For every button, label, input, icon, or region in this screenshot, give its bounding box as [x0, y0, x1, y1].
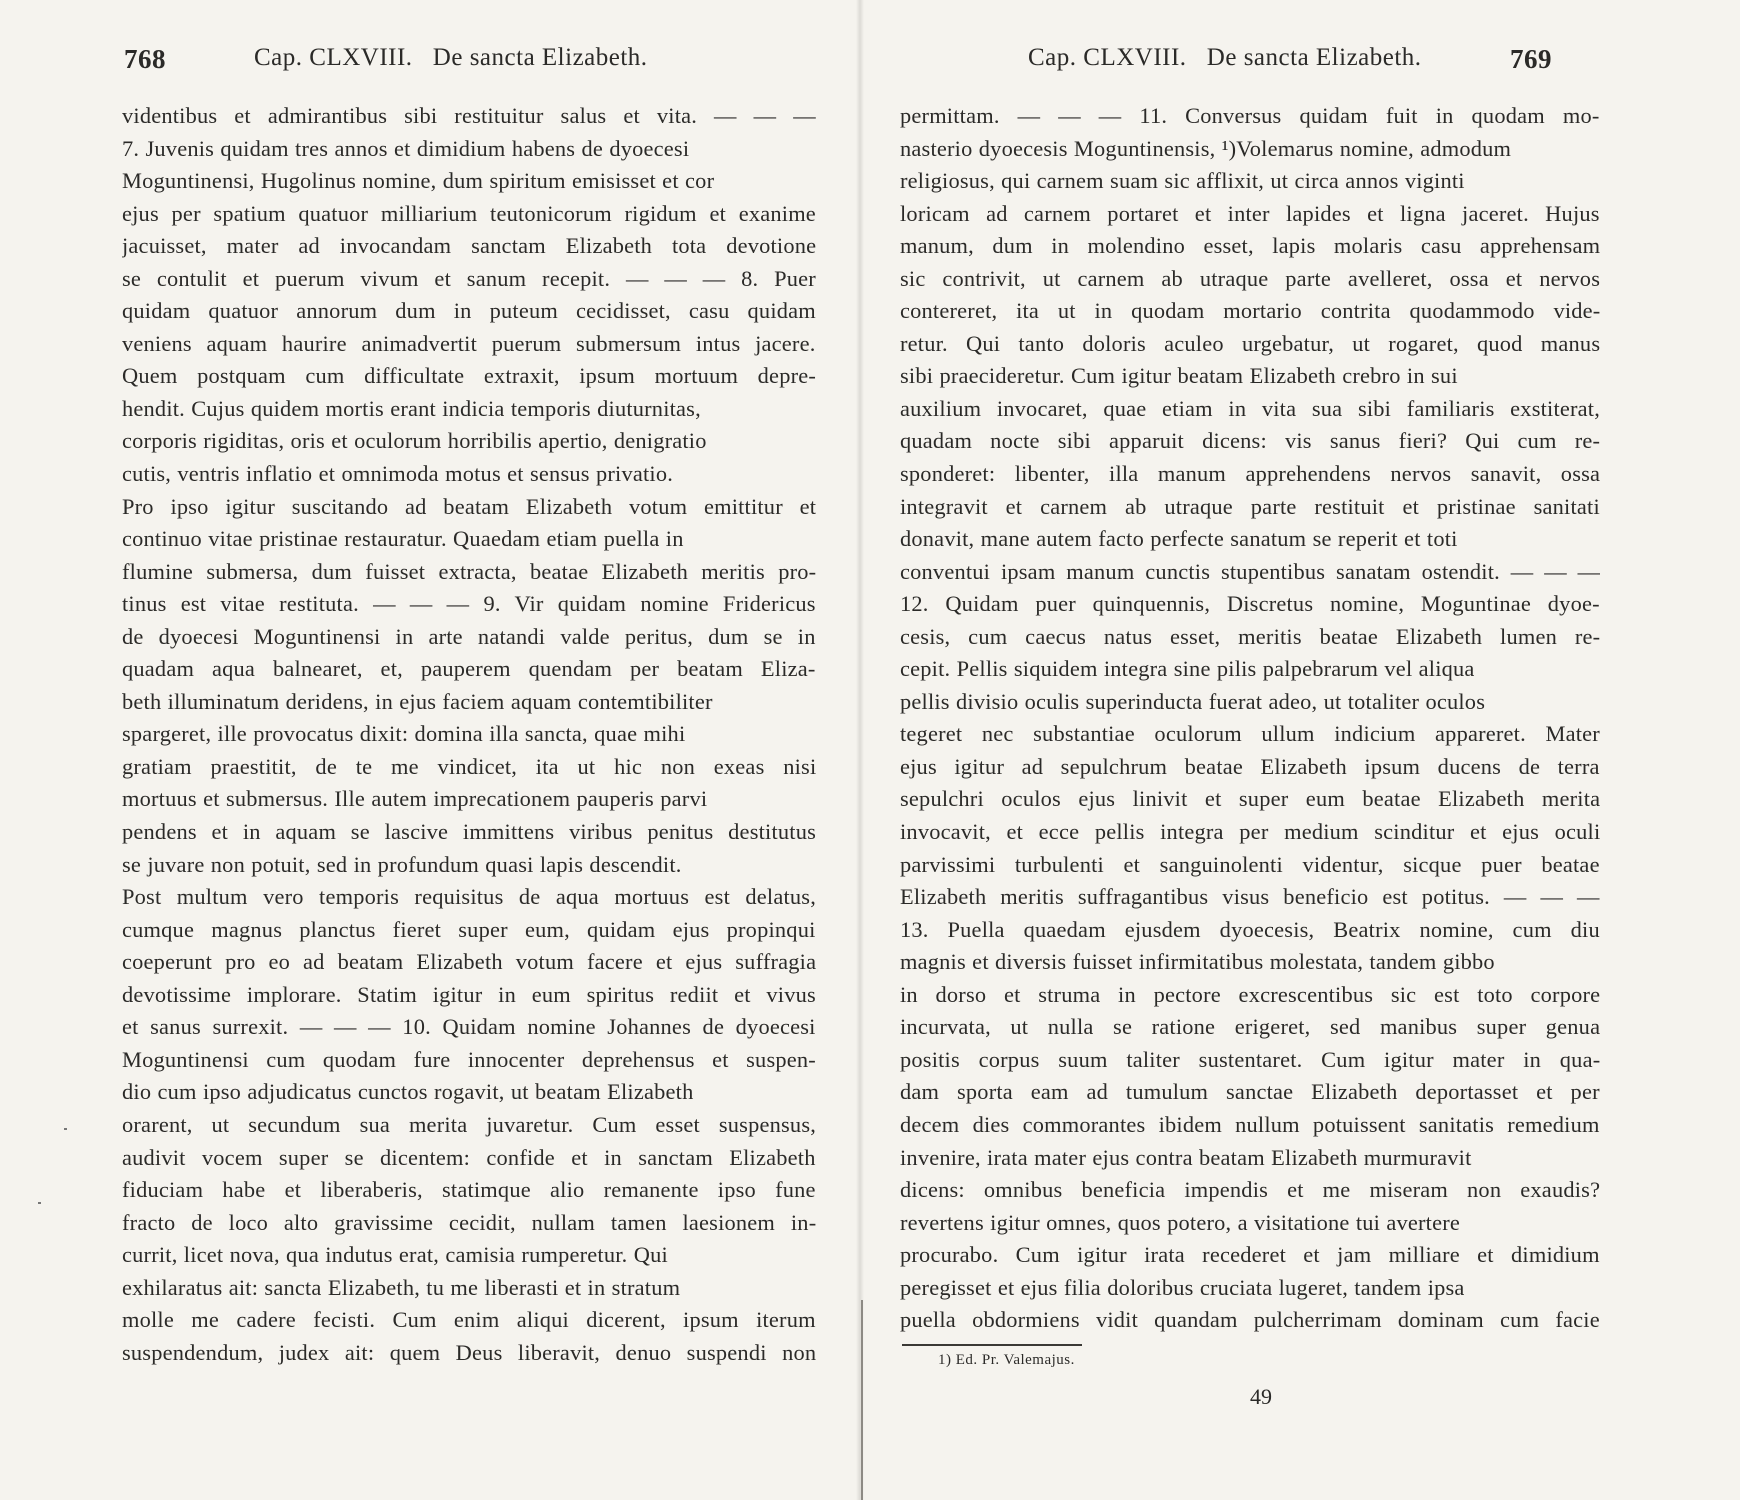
- left-page: [0, 0, 860, 1500]
- text-line: dam sporta eam ad tumulum sanctae Elizabeth deportasset et per: [900, 1079, 1600, 1105]
- text-line: cutis, ventris inflatio et omnimoda motus et sensus privatio.: [122, 461, 674, 487]
- text-line: tinus est vitae restituta. — — — 9. Vir quidam nomine Fridericus: [122, 591, 816, 617]
- print-speck: [64, 1128, 67, 1130]
- text-line: quidam quatuor annorum dum in puteum cecidisset, casu quidam: [122, 298, 816, 324]
- text-line: decem dies commorantes ibidem nullum potuissent sanitatis remedium: [900, 1111, 1600, 1137]
- left-running-head: [124, 44, 824, 84]
- right-running-head: [1028, 44, 1728, 84]
- text-line: revertens igitur omnes, quos potero, a visitatione tui avertere: [900, 1209, 1461, 1235]
- text-line: in dorso et struma in pectore excrescentibus sic est toto corpore: [900, 981, 1600, 1007]
- text-line: parvissimi turbulenti et sanguinolenti videntur, sicque puer beatae: [900, 851, 1600, 877]
- right-body-text: [900, 100, 1600, 1337]
- text-line: nasterio dyoecesis Moguntinensis, ¹)Volemarus nomine, admodum: [900, 135, 1512, 161]
- text-line: tegeret nec substantiae oculorum ullum indicium appareret. Mater: [900, 721, 1600, 747]
- text-line: loricam ad carnem portaret et inter lapides et ligna jaceret. Hujus: [900, 200, 1600, 226]
- right-page-number: 769: [1510, 44, 1552, 74]
- text-line: integravit et carnem ab utraque parte restituit et pristinae sanitati: [900, 493, 1600, 519]
- text-line: sibi praecideretur. Cum igitur beatam Elizabeth crebro in sui: [900, 363, 1458, 389]
- text-line: et sanus surrexit. — — — 10. Quidam nomine Johannes de dyoecesi: [122, 1014, 816, 1040]
- text-line: permittam. — — — 11. Conversus quidam fuit in quodam mo-: [900, 103, 1600, 128]
- right-page: [860, 0, 1740, 1500]
- text-line: sic contrivit, ut carnem ab utraque parte avelleret, ossa et nervos: [900, 265, 1600, 291]
- left-running-title: Cap. CLXVIII. De sancta Elizabeth.: [254, 44, 648, 71]
- text-line: sepulchri oculos ejus linivit et super eum beatae Elizabeth merita: [900, 786, 1600, 812]
- left-body-text: [122, 100, 816, 1369]
- text-line: incurvata, ut nulla se ratione erigeret, sed manibus super genua: [900, 1014, 1600, 1040]
- text-line: beth illuminatum deridens, in ejus faciem aquam contemtibiliter: [122, 688, 713, 714]
- text-line: procurabo. Cum igitur irata recederet et jam milliare et dimidium: [900, 1242, 1600, 1268]
- text-line: 12. Quidam puer quinquennis, Discretus nomine, Moguntinae dyoe-: [900, 591, 1600, 617]
- text-line: de dyoecesi Moguntinensi in arte natandi valde peritus, dum se in: [122, 623, 816, 649]
- text-line: retur. Qui tanto doloris aculeo urgebatur, ut rogaret, quod manus: [900, 330, 1600, 356]
- text-line: fracto de loco alto gravissime cecidit, nullam tamen laesionem in-: [122, 1209, 816, 1235]
- text-line: continuo vitae pristinae restauratur. Quaedam etiam puella in: [122, 526, 684, 552]
- text-line: manum, dum in molendino esset, lapis molaris casu apprehensam: [900, 233, 1600, 259]
- text-line: devotissime implorare. Statim igitur in eum spiritus rediit et vivus: [122, 981, 816, 1007]
- text-line: gratiam praestitit, de te me vindicet, ita ut hic non exeas nisi: [122, 753, 816, 779]
- text-line: suspendendum, judex ait: quem Deus liberavit, denuo suspendi non: [122, 1339, 816, 1365]
- text-line: conventui ipsam manum cunctis stupentibus sanatam ostendit. — — —: [900, 558, 1600, 584]
- text-line: jacuisset, mater ad invocandam sanctam Elizabeth tota devotione: [122, 233, 816, 259]
- text-line: peregisset et ejus filia doloribus cruciata lugeret, tandem ipsa: [900, 1274, 1465, 1300]
- text-line: coeperunt pro eo ad beatam Elizabeth votum facere et ejus suffragia: [122, 949, 816, 975]
- text-line: audivit vocem super se dicentem: confide et in sanctam Elizabeth: [122, 1144, 816, 1170]
- text-line: corporis rigiditas, oris et oculorum horribilis apertio, denigratio: [122, 428, 707, 454]
- text-line: se contulit et puerum vivum et sanum recepit. — — — 8. Puer: [122, 265, 816, 291]
- signature-mark: 49: [1250, 1384, 1272, 1409]
- text-line: pellis divisio oculis superinducta fuerat adeo, ut totaliter oculos: [900, 688, 1486, 714]
- text-line: auxilium invocaret, quae etiam in vita sua sibi familiaris exstiterat,: [900, 395, 1600, 421]
- print-speck: [38, 1202, 41, 1204]
- text-line: quadam nocte sibi apparuit dicens: vis sanus fieri? Qui cum re-: [900, 428, 1600, 454]
- text-line: dicens: omnibus beneficia impendis et me miseram non exaudis?: [900, 1177, 1600, 1203]
- text-line: flumine submersa, dum fuisset extracta, beatae Elizabeth meritis pro-: [122, 558, 816, 584]
- text-line: contereret, ita ut in quodam mortario contrita quodammodo vide-: [900, 298, 1600, 324]
- text-line: videntibus et admirantibus sibi restituitur salus et vita. — — —: [122, 103, 816, 128]
- text-line: quadam aqua balnearet, et, pauperem quendam per beatam Eliza-: [122, 656, 816, 682]
- text-line: exhilaratus ait: sancta Elizabeth, tu me liberasti et in stratum: [122, 1274, 681, 1300]
- text-line: 7. Juvenis quidam tres annos et dimidium habens de dyoecesi: [122, 135, 690, 161]
- text-line: currit, licet nova, qua indutus erat, camisia rumperetur. Qui: [122, 1242, 668, 1268]
- left-page-number: 768: [124, 44, 166, 74]
- text-line: veniens aquam haurire animadvertit puerum submersum intus jacere.: [122, 330, 816, 356]
- text-line: positis corpus suum taliter sustentaret. Cum igitur mater in qua-: [900, 1046, 1600, 1072]
- text-line: invenire, irata mater ejus contra beatam Elizabeth murmuravit: [900, 1144, 1472, 1170]
- text-line: mortuus et submersus. Ille autem imprecationem pauperis parvi: [122, 786, 708, 812]
- text-line: 13. Puella quaedam ejusdem dyoecesis, Beatrix nomine, cum diu: [900, 916, 1600, 942]
- text-line: ejus igitur ad sepulchrum beatae Elizabeth ipsum ducens de terra: [900, 753, 1600, 779]
- text-line: orarent, ut secundum sua merita juvaretur. Cum esset suspensus,: [122, 1111, 816, 1137]
- text-line: Moguntinensi, Hugolinus nomine, dum spiritum emisisset et cor: [122, 168, 715, 194]
- text-line: pendens et in aquam se lascive immittens viribus penitus destitutus: [122, 819, 816, 845]
- right-running-title: Cap. CLXVIII. De sancta Elizabeth.: [1028, 44, 1422, 71]
- text-line: donavit, mane autem facto perfecte sanatum se reperit et toti: [900, 526, 1458, 552]
- text-line: Quem postquam cum difficultate extraxit, ipsum mortuum depre-: [122, 363, 816, 389]
- text-line: cesis, cum caecus natus esset, meritis beatae Elizabeth lumen re-: [900, 623, 1600, 649]
- text-line: fiduciam habe et liberaberis, statimque alio remanente ipso fune: [122, 1177, 816, 1203]
- text-line: invocavit, et ecce pellis integra per medium scinditur et ejus oculi: [900, 819, 1600, 845]
- text-line: ejus per spatium quatuor milliarium teutonicorum rigidum et exanime: [122, 200, 816, 226]
- text-line: religiosus, qui carnem suam sic afflixit, ut circa annos viginti: [900, 168, 1465, 194]
- text-line: dio cum ipso adjudicatus cunctos rogavit, ut beatam Elizabeth: [122, 1079, 694, 1105]
- text-line: spargeret, ille provocatus dixit: domina illa sancta, quae mihi: [122, 721, 686, 747]
- text-line: Post multum vero temporis requisitus de aqua mortuus est delatus,: [122, 884, 816, 910]
- text-line: puella obdormiens vidit quandam pulcherrimam dominam cum facie: [900, 1307, 1600, 1333]
- text-line: molle me cadere fecisti. Cum enim aliqui dicerent, ipsum iterum: [122, 1307, 816, 1333]
- text-line: hendit. Cujus quidem mortis erant indicia temporis diuturnitas,: [122, 395, 701, 421]
- text-line: Pro ipso igitur suscitando ad beatam Elizabeth votum emittitur et: [122, 493, 816, 519]
- text-line: sponderet: libenter, illa manum apprehendens nervos sanavit, ossa: [900, 461, 1600, 487]
- text-line: cepit. Pellis siquidem integra sine pilis palpebrarum vel aliqua: [900, 656, 1475, 682]
- text-line: se juvare non potuit, sed in profundum quasi lapis descendit.: [122, 851, 682, 877]
- text-line: magnis et diversis fuisset infirmitatibus molestata, tandem gibbo: [900, 949, 1495, 975]
- text-line: Moguntinensi cum quodam fure innocenter deprehensus et suspen-: [122, 1046, 816, 1072]
- text-line: cumque magnus planctus fieret super eum, quidam ejus propinqui: [122, 916, 816, 942]
- text-line: Elizabeth meritis suffragantibus visus beneficio est potitus. — — —: [900, 884, 1600, 910]
- footnote: 1) Ed. Pr. Valemajus.: [938, 1352, 1075, 1368]
- footnote-rule: [902, 1344, 1082, 1346]
